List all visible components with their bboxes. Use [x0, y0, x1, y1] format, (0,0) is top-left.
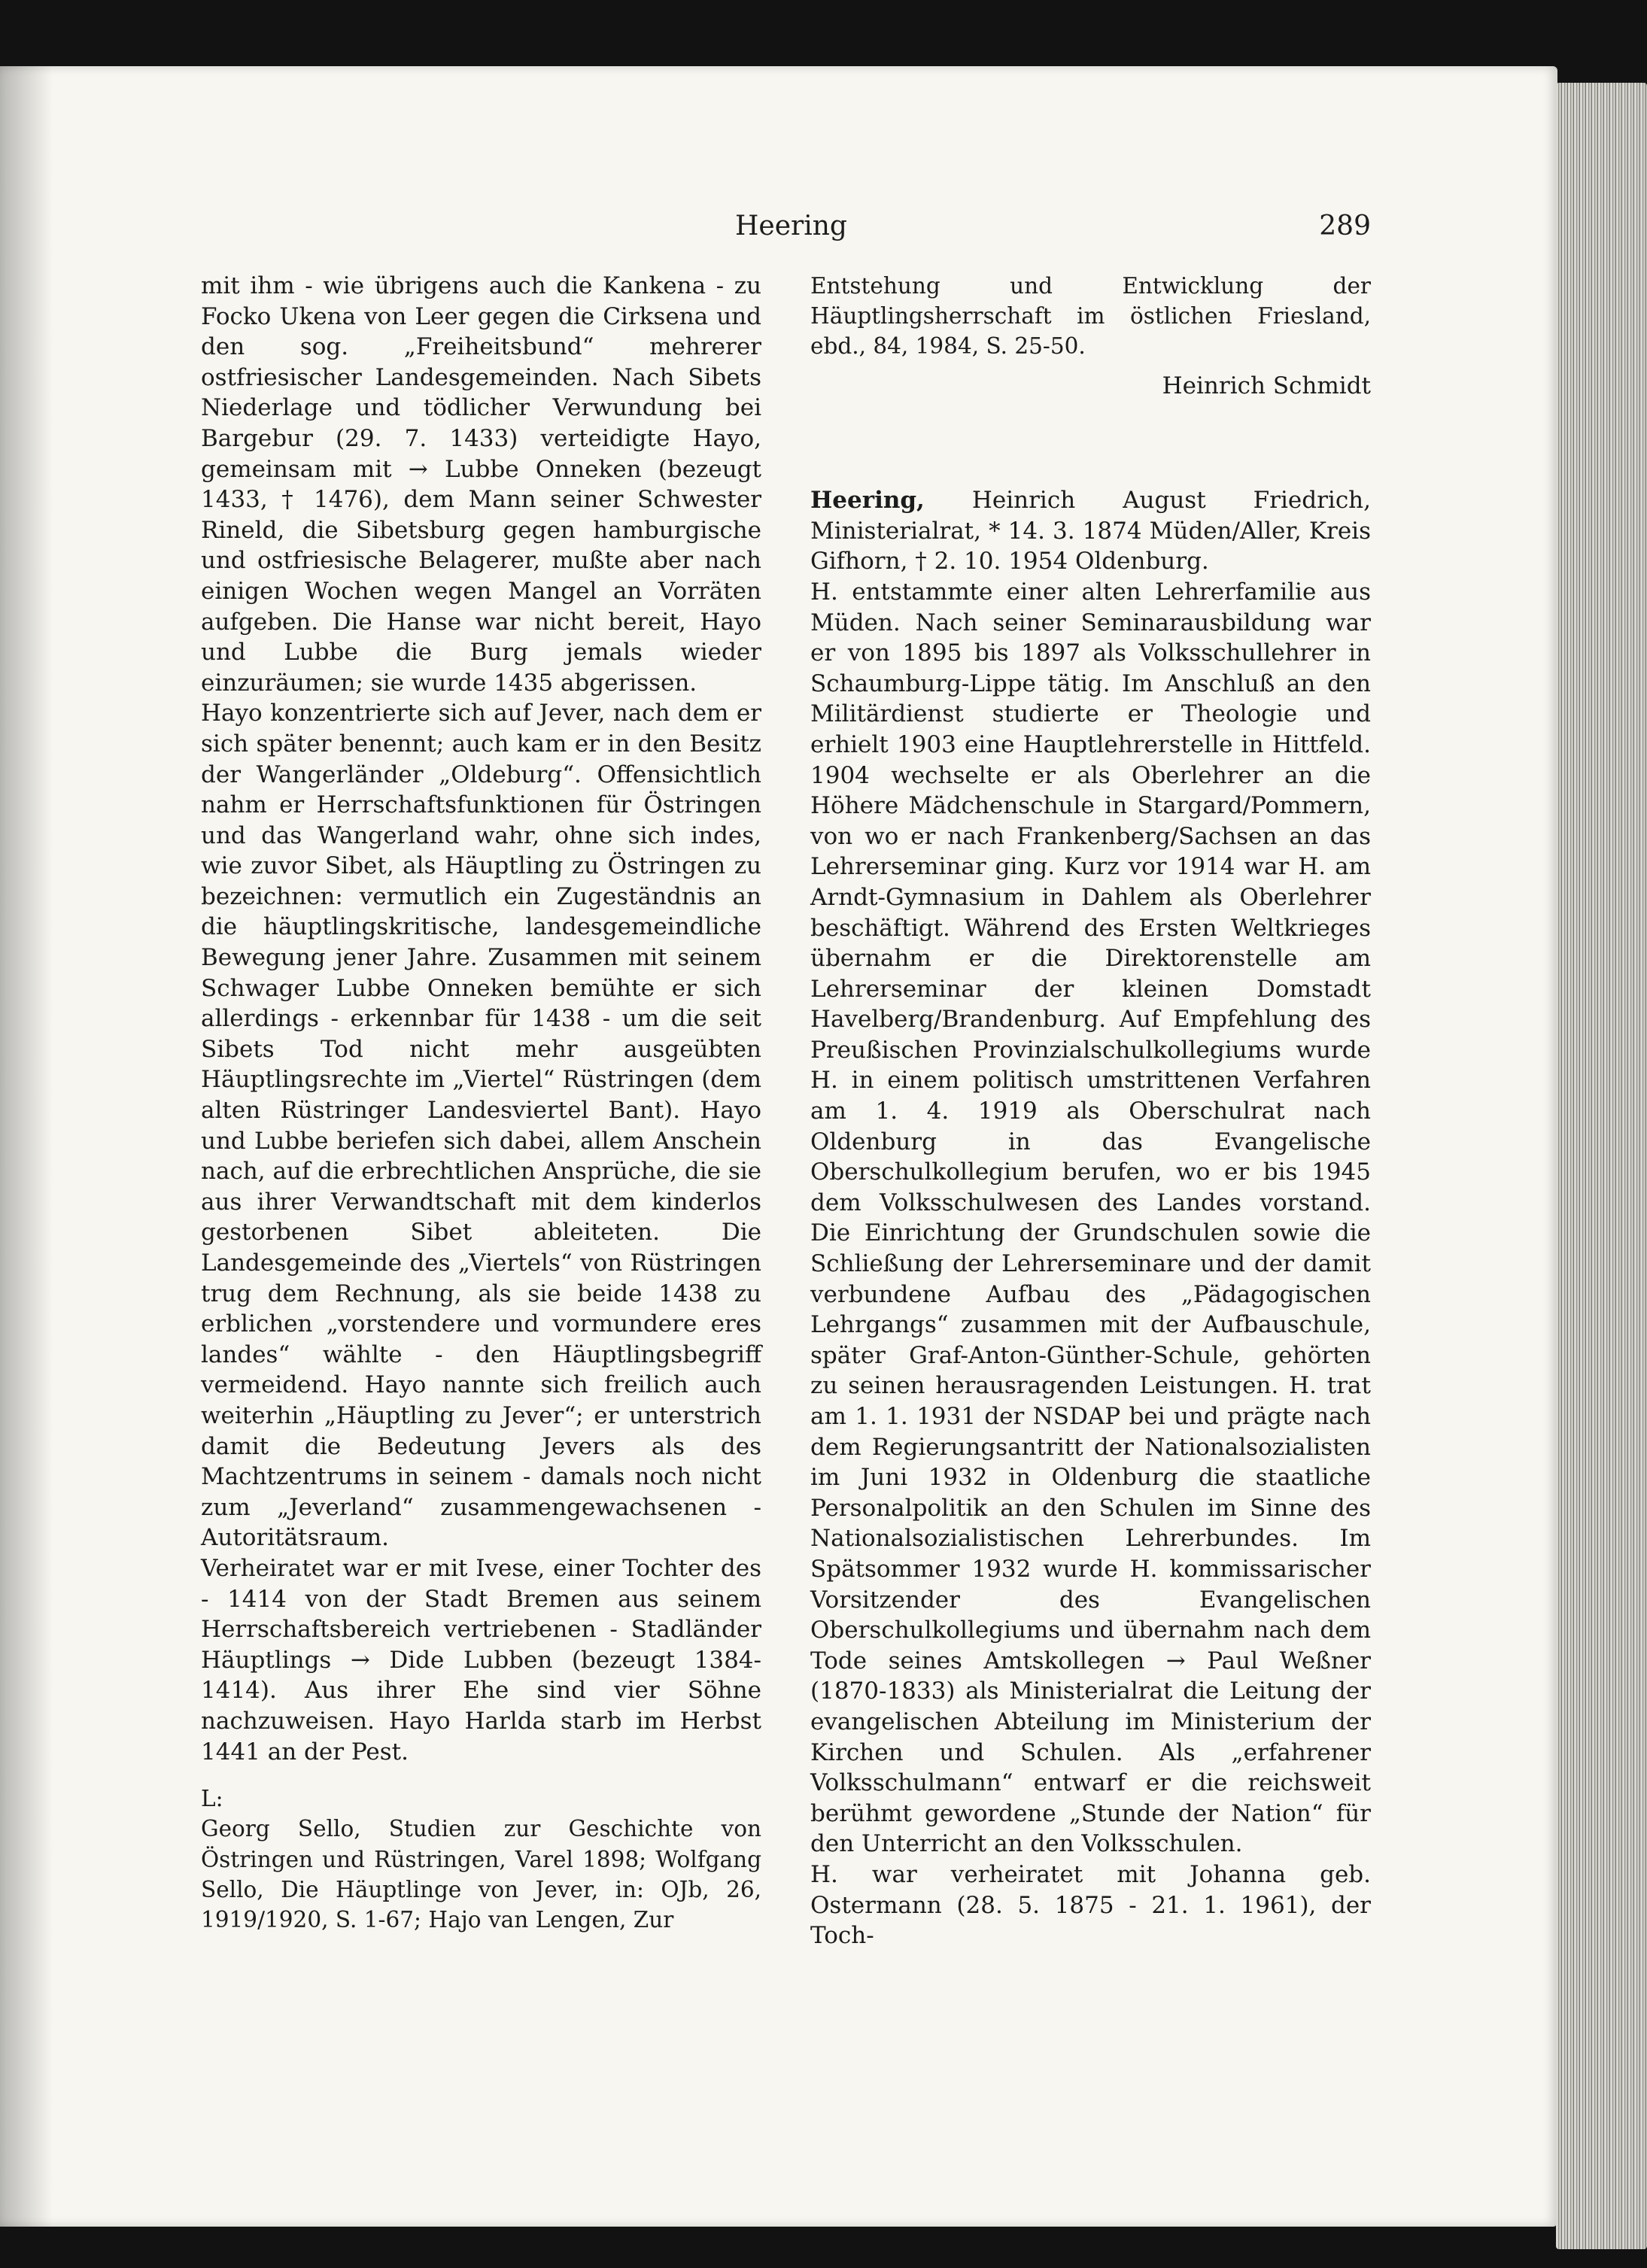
running-title: Heering: [735, 211, 847, 241]
literature-label: L:: [201, 1786, 223, 1812]
paragraph: Verheiratet war er mit Ivese, einer Tochter des - 1414 von der Stadt Bremen aus seinem Herrschaftsbereich vertriebenen - Stadländer Häuptlings → Dide Lubben (bezeugt 1384-1414). Aus ihrer Ehe sind vier Söhne nachzuweisen. Hayo Harlda starb im Herbst 1441 an der Pest.: [201, 1554, 761, 1766]
page-edges: [1556, 83, 1647, 2249]
entry-heading: [810, 485, 1371, 577]
running-header: [201, 211, 1371, 248]
literature-continuation: Entstehung und Entwicklung der Häuptlingsherrschaft im östlichen Friesland, ebd., 84, 1984, S. 25-50.: [810, 273, 1371, 360]
entry-details: Heinrich August Friedrich, Ministerialrat, * 14. 3. 1874 Müden/Aller, Kreis Gifhorn, † 2. 10. 1954 Oldenburg.: [810, 487, 1371, 575]
literature-text: Georg Sello, Studien zur Geschichte von Östringen und Rüstringen, Varel 1898; Wolfgang Sello, Die Häuptlinge von Jever, in: OJb, 26, 1919/1920, S. 1-67; Hajo van Lengen, Zur: [201, 1816, 761, 1933]
paragraph: Hayo konzentrierte sich auf Jever, nach dem er sich später benennt; auch kam er in den Besitz der Wangerländer „Oldeburg“. Offensichtlich nahm er Herrschaftsfunktionen für Östringen und das Wangerland wahr, ohne sich indes, wie zuvor Sibet, als Häuptling zu Östringen zu bezeichnen: vermutlich ein Zugeständnis an die häuptlingskritische, landesgemeindliche Bewegung jener Jahre. Zusammen mit seinem Schwager Lubbe Onneken bemühte er sich allerdings - erkennbar für 1438 - um die seit Sibets Tod nicht mehr ausgeübten Häuptlingsrechte im „Viertel“ Rüstringen (dem alten Rüstringer Landesviertel Bant). Hayo und Lubbe beriefen sich dabei, allem Anschein nach, auf die erbrechtlichen Ansprüche, die sie aus ihrer Verwandtschaft mit dem kinderlos gestorbenen Sibet ableiteten. Die Landesgemeinde des „Viertels“ von Rüstringen trug dem Rechnung, als sie beide 1438 zu erblichen „vorstendere und vormundere eres landes“ wählte - den Häuptlingsbegriff vermeidend. Hayo nannte sich freilich auch weiterhin „Häuptling zu Jever“; er unterstrich damit die Bedeutung Jevers als des Machtzentrums in seinem - damals noch nicht zum „Jeverland“ zusammengewachsenen - Autoritätsraum.: [201, 700, 761, 1552]
page-number: 289: [1319, 211, 1371, 241]
left-column: [201, 271, 761, 1935]
entry-name: Heering,: [810, 487, 925, 515]
paragraph: H. war verheiratet mit Johanna geb. Ostermann (28. 5. 1875 - 21. 1. 1961), der Toch-: [810, 1860, 1371, 1950]
author-signature: Heinrich Schmidt: [1162, 372, 1371, 399]
paragraph: mit ihm - wie übrigens auch die Kankena - zu Focko Ukena von Leer gegen die Cirksena und den sog. „Freiheitsbund“ mehrerer ostfriesischer Landesgemeinden. Nach Sibets Niederlage und tödlicher Verwundung bei Bargebur (29. 7. 1433) verteidigte Hayo, gemeinsam mit → Lubbe Onneken (bezeugt 1433, † 1476), dem Mann seiner Schwester Rineld, die Sibetsburg gegen hamburgische und ostfriesische Belagerer, mußte aber nach einigen Wochen wegen Mangel an Vorräten aufgeben. Die Hanse war nicht bereit, Hayo und Lubbe die Burg jemals wieder einzuräumen; sie wurde 1435 abgerissen.: [201, 272, 761, 697]
right-column: [810, 271, 1371, 1951]
gutter-shadow: [0, 66, 53, 2227]
paragraph: H. entstammte einer alten Lehrerfamilie aus Müden. Nach seiner Seminarausbildung war er von 1895 bis 1897 als Volksschullehrer in Schaumburg-Lippe tätig. Im Anschluß an den Militärdienst studierte er Theologie und erhielt 1903 eine Hauptlehrerstelle in Hittfeld. 1904 wechselte er als Oberlehrer an die Höhere Mädchenschule in Stargard/Pommern, von wo er nach Frankenberg/Sachsen an das Lehrerseminar ging. Kurz vor 1914 war H. am Arndt-Gymnasium in Dahlem als Oberlehrer beschäftigt. Während des Ersten Weltkrieges übernahm er die Direktorenstelle am Lehrerseminar der kleinen Domstadt Havelberg/Brandenburg. Auf Empfehlung des Preußischen Provinzialschulkollegiums wurde H. in einem politisch umstrittenen Verfahren am 1. 4. 1919 als Oberschulrat nach Oldenburg in das Evangelische Oberschulkollegium berufen, wo er bis 1945 dem Volksschulwesen des Landes vorstand. Die Einrichtung der Grundschulen sowie die Schließung der Lehrerseminare und der damit verbundene Aufbau des „Pädagogischen Lehrgangs“ zusammen mit der Aufbauschule, später Graf-Anton-Günther-Schule, gehörten zu seinen herausragenden Leistungen. H. trat am 1. 1. 1931 der NSDAP bei und prägte nach dem Regierungsantritt der Nationalsozialisten im Juni 1932 in Oldenburg die staatliche Personalpolitik an den Schulen im Sinne des Nationalsozialistischen Lehrerbundes. Im Spätsommer 1932 wurde H. kommissarischer Vorsitzender des Evangelischen Oberschulkollegiums und übernahm nach dem Tode seines Amtskollegen → Paul Weßner (1870-1833) als Ministerialrat die Leitung der evangelischen Abteilung im Ministerium der Kirchen und Schulen. Als „erfahrener Volksschulmann“ entwarf er die reichsweit berühmt gewordene „Stunde der Nation“ für den Unterricht an den Volksschulen.: [810, 578, 1371, 1858]
